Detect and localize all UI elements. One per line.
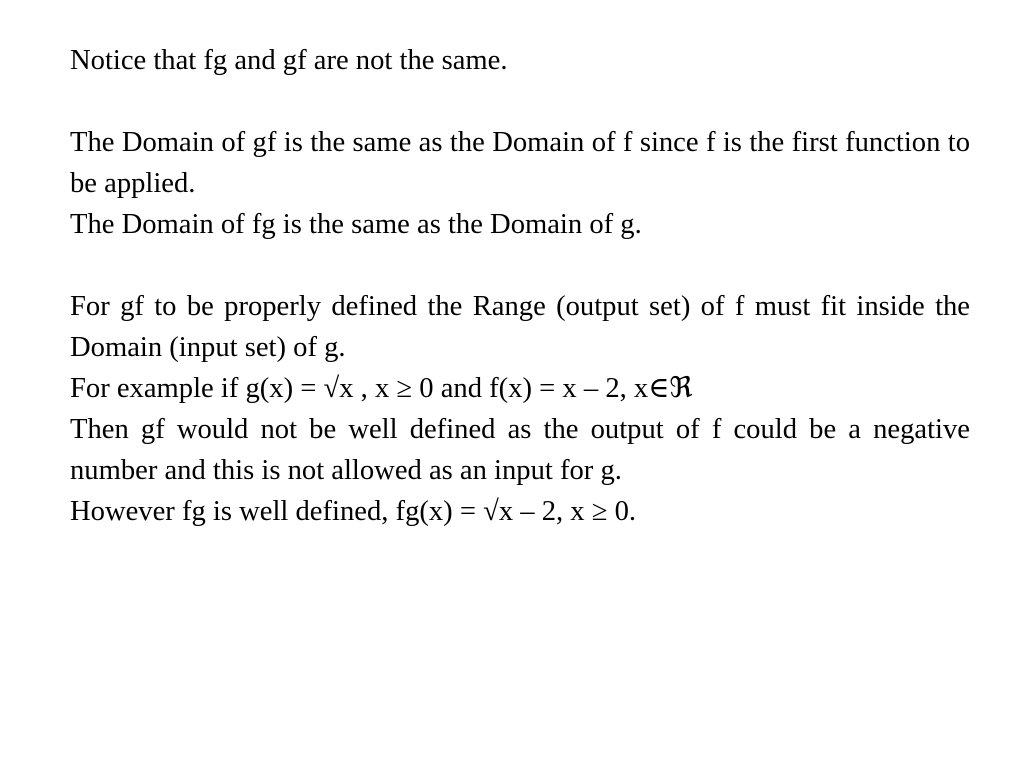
text-line-fg-well-defined: However fg is well defined, fg(x) = √x – 2, x ≥ 0. [70,496,637,527]
blank-line [70,81,970,122]
text-line-domain-gf: The Domain of gf is the same as the Domain of f since f is the first function to be applied. [70,127,970,199]
text-line-domain-fg: The Domain of fg is the same as the Domain of g. [70,209,642,240]
blank-line [70,245,970,286]
text-line-example: For example if g(x) = √x , x ≥ 0 and f(x) = x – 2, x∈ℜ [70,373,693,404]
slide-content [70,40,970,532]
text-line-notice: Notice that fg and gf are not the same. [70,45,508,76]
text-line-gf-defined: For gf to be properly defined the Range (output set) of f must fit inside the Domain (input set) of g. [70,291,970,363]
text-line-not-well-defined: Then gf would not be well defined as the output of f could be a negative number and this is not allowed as an input for g. [70,414,970,486]
